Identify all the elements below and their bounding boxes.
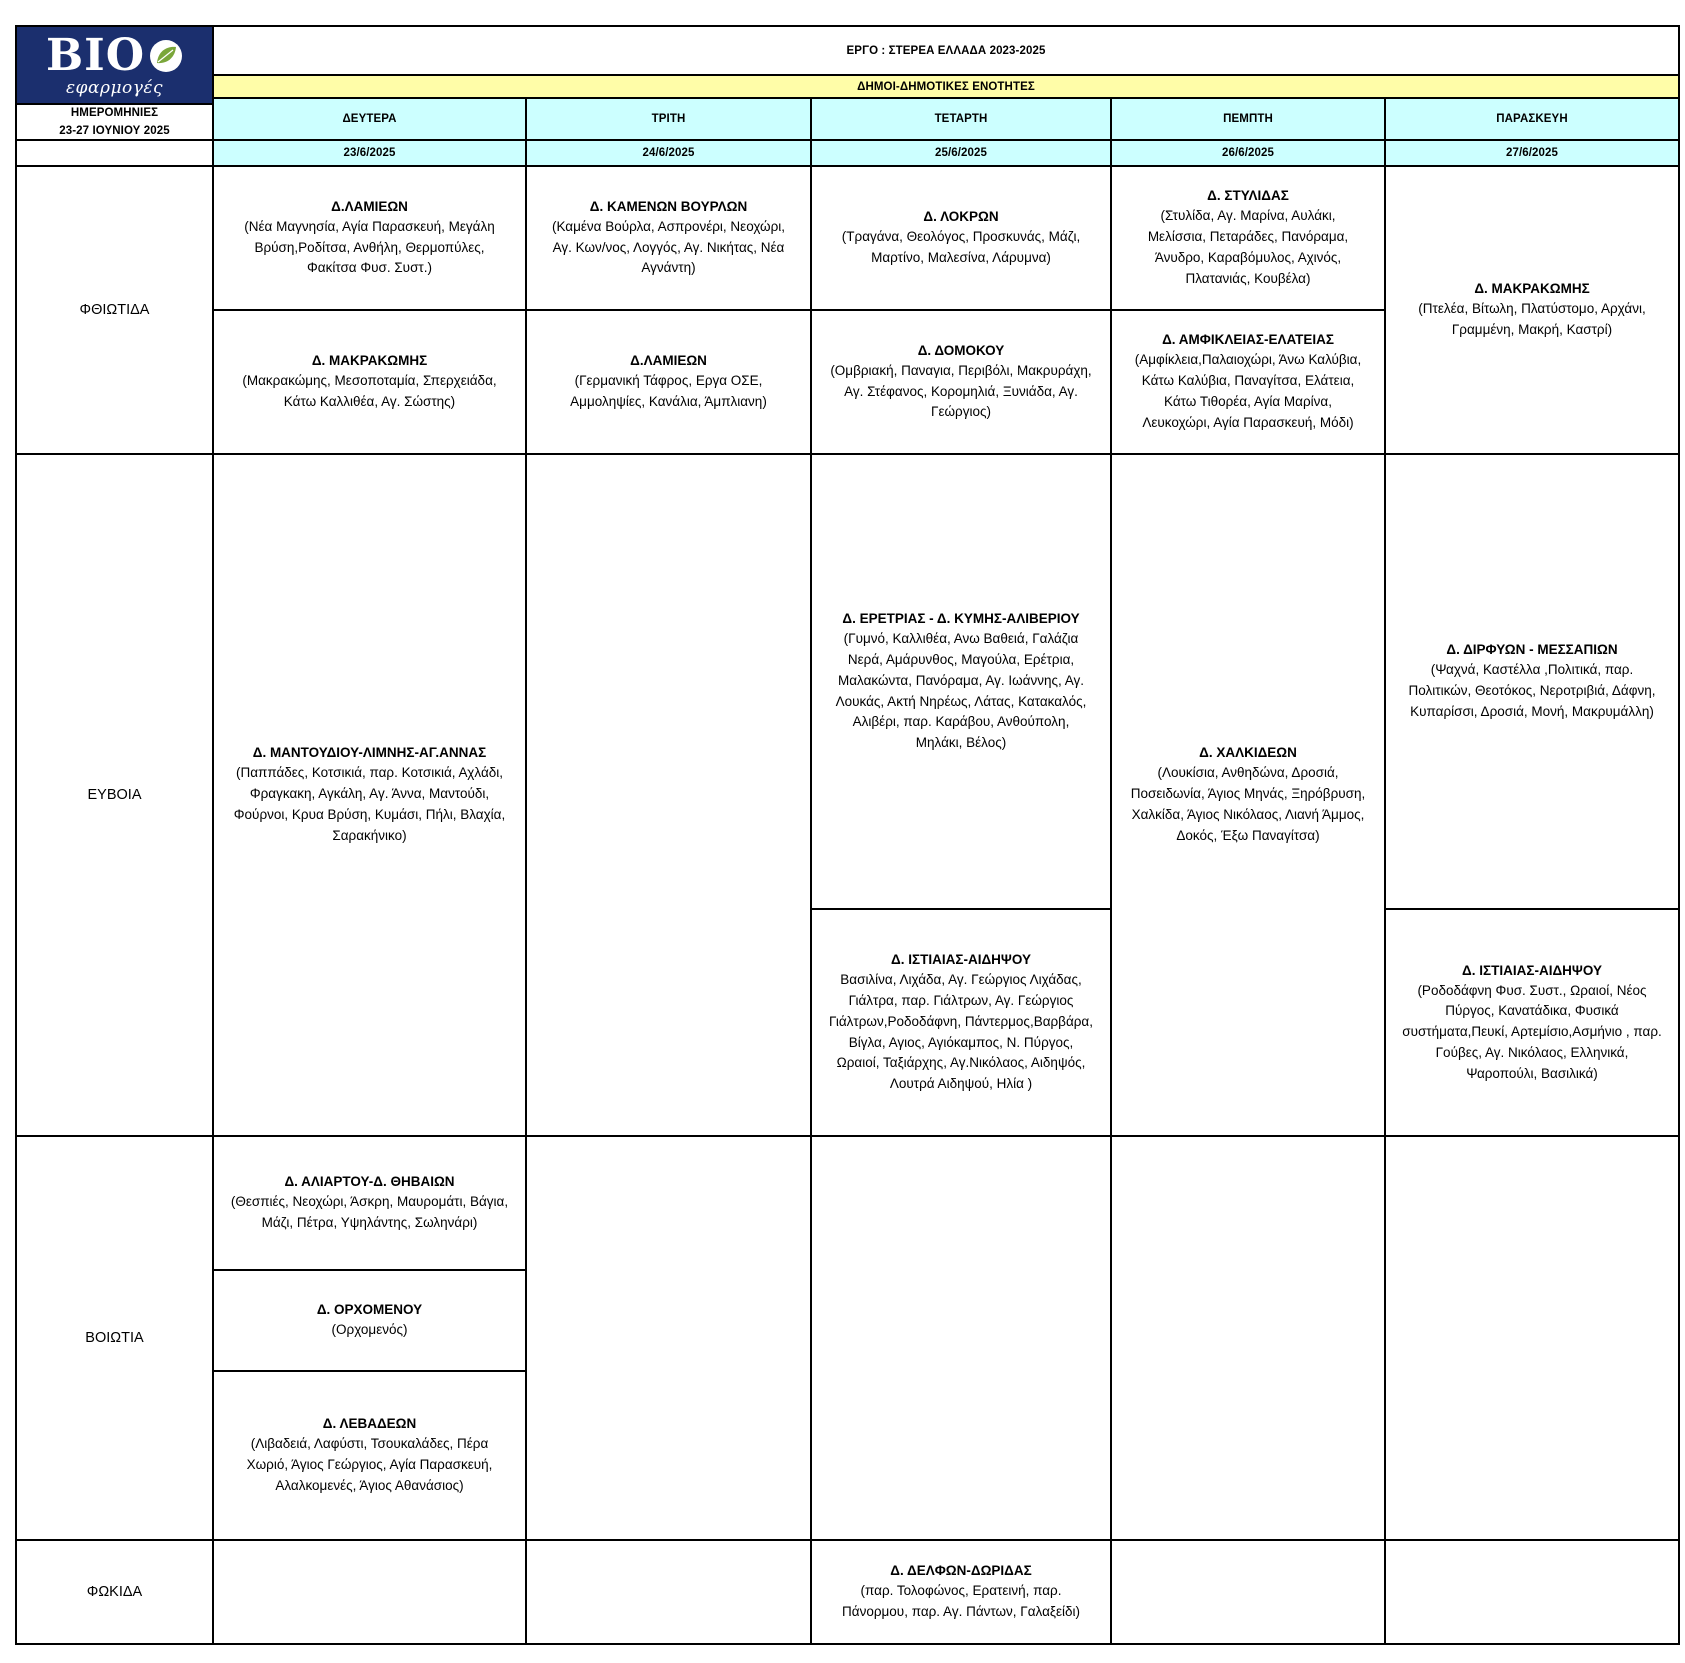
entry-line: Ψαροπούλι, Βασιλικά) xyxy=(1466,1065,1598,1081)
entry-fokida-friday-empty xyxy=(1385,1540,1680,1645)
entry-fthiotida-wednesday-2 xyxy=(811,310,1111,454)
entry-line: Μελίσσια, Πεταράδες, Πανόραμα, xyxy=(1147,229,1349,245)
entry-line: (Στυλίδα, Αγ. Μαρίνα, Αυλάκι, xyxy=(1160,208,1336,224)
day-header-wednesday: ΤΕΤΑΡΤΗ xyxy=(811,98,1111,140)
entry-fthiotida-tuesday-2 xyxy=(526,310,811,454)
entry-line: (Ψαχνά, Καστέλλα ,Πολιτικά, παρ. xyxy=(1430,662,1634,678)
entry-voiotia-monday-1 xyxy=(213,1136,526,1270)
day-header-tuesday: ΤΡΙΤΗ xyxy=(526,98,811,140)
date-wednesday: 25/6/2025 xyxy=(811,140,1111,166)
entry-line: Γιάλτρων,Ροδοδάφνη, Πάντερμος,Βαρβάρα, xyxy=(828,1013,1093,1029)
entry-title: Δ. ΛΟΚΡΩΝ xyxy=(923,209,999,225)
entry-line: Βρύση,Ροδίτσα, Ανθήλη, Θερμοπύλες, xyxy=(254,239,485,255)
entry-title: Δ. ΔΟΜΟΚΟΥ xyxy=(917,342,1005,358)
region-fokida: ΦΩΚΙΔΑ xyxy=(15,1540,213,1645)
entry-line: (Λουκίσια, Ανθηδώνα, Δροσιά, xyxy=(1157,765,1339,781)
entry-line: Μηλάκι, Βέλος) xyxy=(915,735,1007,751)
municipalities-header: ΔΗΜΟΙ-ΔΗΜΟΤΙΚΕΣ ΕΝΟΤΗΤΕΣ xyxy=(213,75,1680,98)
entry-title: Δ.ΛΑΜΙΕΩΝ xyxy=(331,198,408,214)
entry-line: Αγ. Κων/νος, Λογγός, Αγ. Νικήτας, Νέα xyxy=(552,239,785,255)
entry-line: Πάνορμου, παρ. Αγ. Πάντων, Γαλαξείδι) xyxy=(842,1604,1080,1619)
entry-voiotia-monday-2 xyxy=(213,1270,526,1371)
entry-line: Φακίτσα Φυσ. Συστ.) xyxy=(307,260,432,276)
entry-evoia-tuesday-empty xyxy=(526,454,811,1136)
entry-line: (Θεσπιές, Νεοχώρι, Άσκρη, Μαυρομάτι, Βάγια, xyxy=(230,1194,509,1210)
dates-label: ΗΜΕΡΟΜΗΝΙΕΣ 23-27 ΙΟΥΝΙΟΥ 2025 xyxy=(15,104,213,140)
date-monday: 23/6/2025 xyxy=(213,140,526,166)
entry-title: Δ. ΕΡΕΤΡΙΑΣ - Δ. ΚΥΜΗΣ-ΑΛΙΒΕΡΙΟΥ xyxy=(842,611,1080,627)
entry-line: Κάτω Τιθορέα, Αγία Μαρίνα, xyxy=(1164,394,1332,409)
entry-line: Κάτω Καλύβια, Παναγίτσα, Ελάτεια, xyxy=(1141,373,1355,389)
entry-evoia-friday-1 xyxy=(1385,454,1680,909)
entry-line: Λουκάς, Ακτή Νηρέως, Λάτας, Κατακαλός, xyxy=(835,693,1087,709)
logo-text: BIO xyxy=(45,29,146,81)
entry-line: Μαλακώντα, Πανόραμα, Αγ. Ιωάννης, Αγ. xyxy=(838,672,1084,688)
day-header-monday: ΔΕΥΤΕΡΑ xyxy=(213,98,526,140)
entry-title: Δ. ΜΑΚΡΑΚΩΜΗΣ xyxy=(1474,281,1590,297)
entry-fthiotida-thursday-2 xyxy=(1111,310,1385,454)
region-fthiotida: ΦΘΙΩΤΙΔΑ xyxy=(15,166,213,454)
entry-fthiotida-tuesday-1 xyxy=(526,166,811,310)
entry-line: (παρ. Τολοφώνος, Ερατεινή, παρ. xyxy=(860,1583,1062,1599)
entry-voiotia-wednesday-empty xyxy=(811,1136,1111,1540)
entry-line: Αγ. Στέφανος, Κορομηλιά, Ξυνιάδα, Αγ. xyxy=(844,383,1078,399)
entry-fthiotida-friday xyxy=(1385,166,1680,454)
date-tuesday: 24/6/2025 xyxy=(526,140,811,166)
entry-title: Δ. ΔΙΡΦΥΩΝ - ΜΕΣΣΑΠΙΩΝ xyxy=(1446,642,1618,658)
entry-line: Πλατανιάς, Κουβέλα) xyxy=(1185,270,1311,286)
leaf-icon xyxy=(149,39,183,73)
entry-line: Αγνάντη) xyxy=(641,260,696,276)
entry-line: Χωριό, Άγιος Γεώργιος, Αγία Παρασκευή, xyxy=(246,1457,493,1473)
entry-line: (Τραγάνα, Θεολόγος, Προσκυνάς, Μάζι, xyxy=(841,229,1081,245)
region-evoia: ΕΥΒΟΙΑ xyxy=(15,454,213,1136)
entry-line: συστήματα,Πευκί, Αρτεμίσιο,Ασμήνιο , παρ. xyxy=(1402,1024,1662,1040)
entry-title: Δ. ΜΑΝΤΟΥΔΙΟΥ-ΛΙΜΝΗΣ-ΑΓ.ΑΝΝΑΣ xyxy=(252,745,487,761)
logo-subtitle: εφαρμογές xyxy=(65,77,164,98)
date-thursday: 26/6/2025 xyxy=(1111,140,1385,166)
entry-line: Μαρτίνο, Μαλεσίνα, Λάρυμνα) xyxy=(871,250,1051,265)
entry-line: Λουτρά Αιδηψού, Ηλία ) xyxy=(889,1076,1033,1092)
entry-line: Χαλκίδα, Άγιος Νικόλαος, Λιανή Άμμος, xyxy=(1131,807,1365,822)
entry-line: Άνυδρο, Καραβόμυλος, Αχινός, xyxy=(1154,250,1342,265)
entry-title: Δ. ΜΑΚΡΑΚΩΜΗΣ xyxy=(311,353,428,369)
entry-title: Δ. ΙΣΤΙΑΙΑΣ-ΑΙΔΗΨΟΥ xyxy=(1462,962,1602,978)
entry-line: (Ορχομενός) xyxy=(331,1322,408,1338)
entry-line: Βίγλα, Αγιος, Αγιόκαμπος, Ν. Πύργος, xyxy=(848,1034,1074,1050)
entry-line: Μάζι, Πέτρα, Υψηλάντης, Σωληνάρι) xyxy=(261,1215,478,1230)
entry-line: Ωραιοί, Ταξιάρχης, Αγ.Νικόλαος, Αιδηψός, xyxy=(836,1055,1086,1071)
entry-title: Δ.ΛΑΜΙΕΩΝ xyxy=(630,353,707,369)
entry-line: Αμμοληψίες, Κανάλια, Άμπλιανη) xyxy=(570,394,767,409)
entry-line: Φούρνοι, Κρυα Βρύση, Κυμάσι, Πήλι, Βλαχία, xyxy=(233,807,506,822)
entry-voiotia-monday-3 xyxy=(213,1371,526,1540)
entry-line: Γούβες, Αγ. Νικόλαος, Ελληνικά, xyxy=(1435,1044,1629,1060)
entry-fokida-tuesday-empty xyxy=(526,1540,811,1645)
entry-evoia-wednesday-2 xyxy=(811,909,1111,1136)
entry-title: Δ. ΔΕΛΦΩΝ-ΔΩΡΙΔΑΣ xyxy=(890,1563,1032,1579)
company-logo xyxy=(15,25,213,104)
region-voiotia: ΒΟΙΩΤΙΑ xyxy=(15,1136,213,1540)
entry-fokida-thursday-empty xyxy=(1111,1540,1385,1645)
entry-evoia-wednesday-1 xyxy=(811,454,1111,909)
entry-voiotia-friday-empty xyxy=(1385,1136,1680,1540)
entry-line: Γιάλτρα, παρ. Γιάλτρων, Αγ. Γεώργιος xyxy=(848,992,1074,1008)
entry-line: (Νέα Μαγνησία, Αγία Παρασκευή, Μεγάλη xyxy=(244,218,495,234)
entry-line: Δοκός, Έξω Παναγίτσα) xyxy=(1176,827,1320,843)
entry-evoia-thursday xyxy=(1111,454,1385,1136)
entry-title: Δ. ΧΑΛΚΙΔΕΩΝ xyxy=(1199,745,1297,761)
entry-line: Γεώργιος) xyxy=(931,404,991,420)
entry-title: Δ. ΑΛΙΑΡΤΟΥ-Δ. ΘΗΒΑΙΩΝ xyxy=(284,1174,455,1190)
entry-line: (Γερμανική Τάφρος, Εργα ΟΣΕ, xyxy=(574,373,763,389)
entry-fthiotida-wednesday-1 xyxy=(811,166,1111,310)
entry-line: (Καμένα Βούρλα, Ασπρονέρι, Νεοχώρι, xyxy=(551,218,786,234)
entry-voiotia-thursday-empty xyxy=(1111,1136,1385,1540)
entry-fthiotida-monday-2 xyxy=(213,310,526,454)
entry-line: Αλαλκομενές, Άγιος Αθανάσιος) xyxy=(275,1477,464,1493)
entry-fthiotida-thursday-1 xyxy=(1111,166,1385,310)
entry-line: (Μακρακώμης, Μεσοποταμία, Σπερχειάδα, xyxy=(242,373,497,389)
entry-line: Λευκοχώρι, Αγία Παρασκευή, Μόδι) xyxy=(1142,414,1354,430)
entry-title: Δ. ΟΡΧΟΜΕΝΟΥ xyxy=(316,1302,423,1318)
entry-line: Γραμμένη, Μακρή, Καστρί) xyxy=(1451,322,1613,337)
entry-line: Νερά, Αμάρυνθος, Μαγούλα, Ερέτρια, xyxy=(847,651,1075,667)
entry-title: Δ. ΛΕΒΑΔΕΩΝ xyxy=(322,1416,417,1432)
entry-line: (Ροδοδάφνη Φυσ. Συστ., Ωραιοί, Νέος xyxy=(1417,982,1647,998)
entry-line: (Πτελέα, Βίτωλη, Πλατύστομο, Αρχάνι, xyxy=(1418,301,1646,317)
day-header-friday: ΠΑΡΑΣΚΕΥΗ xyxy=(1385,98,1680,140)
entry-fthiotida-monday-1 xyxy=(213,166,526,310)
entry-line: Κάτω Καλλιθέα, Αγ. Σώστης) xyxy=(283,394,456,409)
entry-evoia-friday-2 xyxy=(1385,909,1680,1136)
project-title: ΕΡΓΟ : ΣΤΕΡΕΑ ΕΛΛΑΔΑ 2023-2025 xyxy=(213,25,1680,75)
entry-line: Αλιβέρι, παρ. Καράβου, Ανθούπολη, xyxy=(852,714,1070,730)
entry-fokida-monday-empty xyxy=(213,1540,526,1645)
entry-voiotia-tuesday-empty xyxy=(526,1136,811,1540)
entry-line: Σαρακήνικο) xyxy=(332,827,407,843)
entry-fokida-wednesday xyxy=(811,1540,1111,1645)
entry-line: Κυπαρίσσι, Δροσιά, Μονή, Μακρυμάλλη) xyxy=(1410,703,1654,719)
entry-line: (Αμφίκλεια,Παλαιοχώρι, Άνω Καλύβια, xyxy=(1134,352,1362,368)
entry-line: (Παππάδες, Κοτσικιά, παρ. Κοτσικιά, Αχλάδι, xyxy=(235,765,504,781)
entry-title: Δ. ΚΑΜΕΝΩΝ ΒΟΥΡΛΩΝ xyxy=(589,198,748,214)
entry-line: Ποσειδωνία, Άγιος Μηνάς, Ξηρόβρυση, xyxy=(1130,786,1366,802)
entry-title: Δ. ΑΜΦΙΚΛΕΙΑΣ-ΕΛΑΤΕΙΑΣ xyxy=(1162,332,1334,348)
day-header-thursday: ΠΕΜΠΤΗ xyxy=(1111,98,1385,140)
entry-line: (Γυμνό, Καλλιθέα, Ανω Βαθειά, Γαλάζια xyxy=(843,631,1079,647)
entry-line: Πολιτικών, Θεοτόκος, Νεροτριβιά, Δάφνη, xyxy=(1408,683,1656,699)
entry-title: Δ. ΙΣΤΙΑΙΑΣ-ΑΙΔΗΨΟΥ xyxy=(891,952,1031,968)
date-friday: 27/6/2025 xyxy=(1385,140,1680,166)
entry-line: Πύργος, Κανατάδικα, Φυσικά xyxy=(1445,1003,1619,1019)
entry-evoia-monday xyxy=(213,454,526,1136)
entry-title: Δ. ΣΤΥΛΙΔΑΣ xyxy=(1207,188,1289,204)
entry-line: (Λιβαδειά, Λαφύστι, Τσουκαλάδες, Πέρα xyxy=(250,1436,489,1452)
entry-line: Βασιλίνα, Λιχάδα, Αγ. Γεώργιος Λιχάδας, xyxy=(840,972,1082,988)
schedule-table xyxy=(15,25,1680,1645)
date-row-blank xyxy=(15,140,213,166)
entry-line: Φραγκακη, Αγκάλη, Αγ. Άννα, Μαντούδι, xyxy=(249,786,490,802)
entry-line: (Ομβριακή, Παναγια, Περιβόλι, Μακρυράχη, xyxy=(830,362,1092,378)
